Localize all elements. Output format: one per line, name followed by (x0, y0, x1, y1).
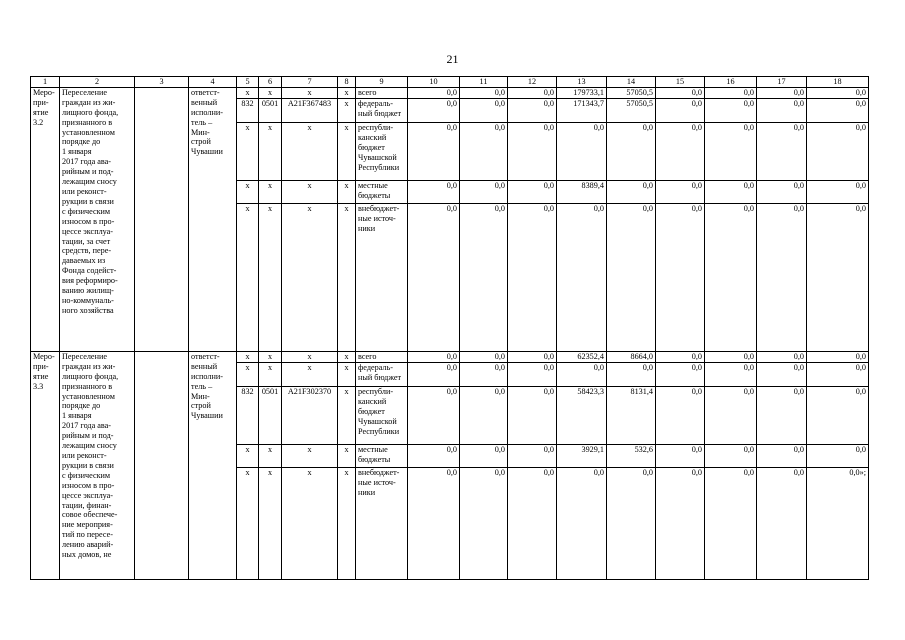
funding-source (356, 362, 408, 386)
amount-c14: 0,0 (607, 122, 656, 180)
amount-c17: 0,0 (757, 362, 807, 386)
text-line: внебюджет- (358, 467, 400, 477)
amount-c12: 0,0 (508, 444, 557, 467)
text-line: 2017 года ава- (62, 421, 112, 431)
text-line: рукции в связи (62, 460, 114, 470)
amount-c11: 0,0 (460, 87, 508, 98)
code-c7: x (282, 203, 338, 351)
code-c8: x (338, 98, 356, 122)
column-number: 1 (31, 77, 60, 88)
text-line: ятие (33, 371, 49, 381)
code-c5: x (237, 351, 259, 362)
text-line: ные источ- (358, 213, 396, 223)
amount-c13: 0,0 (557, 467, 607, 579)
text-line: всего (358, 351, 377, 361)
code-c7: x (282, 362, 338, 386)
amount-c16: 0,0 (705, 180, 757, 203)
amount-c13: 179733,1 (557, 87, 607, 98)
text-line: Чувашской (358, 416, 397, 426)
text-line: лежащим сносу (62, 177, 117, 187)
measure-description (60, 87, 135, 351)
code-c5: 832 (237, 98, 259, 122)
text-line: Мин- (191, 127, 210, 137)
text-line: венный (191, 97, 218, 107)
text-line: но-коммуналь- (62, 295, 114, 305)
amount-c17: 0,0 (757, 87, 807, 98)
text-line: бюджеты (358, 190, 391, 200)
code-c8: x (338, 180, 356, 203)
amount-c14: 0,0 (607, 362, 656, 386)
amount-c11: 0,0 (460, 98, 508, 122)
text-line: тации, за счет (62, 236, 111, 246)
funding-source (356, 351, 408, 362)
column-number: 14 (607, 77, 656, 88)
amount-c10: 0,0 (408, 386, 460, 444)
amount-c11: 0,0 (460, 203, 508, 351)
text-line: ный бюджет (358, 372, 402, 382)
code-c8: x (338, 386, 356, 444)
column-number: 6 (259, 77, 282, 88)
amount-c10: 0,0 (408, 122, 460, 180)
code-c7: A21F367483 (282, 98, 338, 122)
column-number: 16 (705, 77, 757, 88)
text-line: тий по пересе- (62, 530, 113, 540)
column-number: 11 (460, 77, 508, 88)
measure-description (60, 351, 135, 579)
code-c8: x (338, 444, 356, 467)
amount-c16: 0,0 (705, 122, 757, 180)
text-line: при- (33, 361, 49, 371)
amount-c11: 0,0 (460, 362, 508, 386)
amount-c17: 0,0 (757, 467, 807, 579)
text-line: ответст- (191, 351, 220, 361)
funding-source (356, 444, 408, 467)
page-number: 21 (446, 52, 459, 66)
text-line: ный бюджет (358, 108, 402, 118)
amount-c14: 8131,4 (607, 386, 656, 444)
amount-c17: 0,0 (757, 351, 807, 362)
code-c6: x (259, 444, 282, 467)
amount-c11: 0,0 (460, 180, 508, 203)
amount-c16: 0,0 (705, 362, 757, 386)
amount-c14: 532,6 (607, 444, 656, 467)
text-line: вия реформиро- (62, 276, 118, 286)
amount-c18: 0,0 (807, 362, 869, 386)
text-line: внебюджет- (358, 203, 400, 213)
text-line: исполни- (191, 371, 223, 381)
text-line: признанного в (62, 117, 113, 127)
amount-c13: 8389,4 (557, 180, 607, 203)
code-c6: x (259, 122, 282, 180)
text-line: тель – (191, 117, 213, 127)
code-c6: x (259, 87, 282, 98)
column-3-empty (135, 87, 189, 351)
column-number: 4 (189, 77, 237, 88)
funding-source (356, 467, 408, 579)
amount-c12: 0,0 (508, 122, 557, 180)
funding-source (356, 87, 408, 98)
text-line: ванию жилищ- (62, 286, 114, 296)
amount-c13: 58423,3 (557, 386, 607, 444)
amount-c10: 0,0 (408, 444, 460, 467)
column-number: 2 (60, 77, 135, 88)
amount-c18: 0,0 (807, 444, 869, 467)
measure-id (31, 87, 60, 351)
text-line: Республики (358, 426, 400, 436)
text-line: канский (358, 396, 387, 406)
code-c8: x (338, 467, 356, 579)
code-c6: x (259, 467, 282, 579)
code-c5: x (237, 203, 259, 351)
text-line: тель – (191, 381, 213, 391)
text-line: республи- (358, 122, 394, 132)
amount-c18: 0,0»; (807, 467, 869, 579)
amount-c12: 0,0 (508, 203, 557, 351)
funding-source (356, 203, 408, 351)
funding-source (356, 180, 408, 203)
text-line: местные (358, 180, 388, 190)
amount-c17: 0,0 (757, 386, 807, 444)
text-line: 2017 года ава- (62, 157, 112, 167)
funding-source (356, 122, 408, 180)
text-line: федераль- (358, 98, 393, 108)
amount-c18: 0,0 (807, 87, 869, 98)
text-line: ные источ- (358, 477, 396, 487)
text-line: всего (358, 87, 377, 97)
amount-c16: 0,0 (705, 98, 757, 122)
text-line: износом в про- (62, 480, 115, 490)
code-c7: x (282, 180, 338, 203)
amount-c15: 0,0 (656, 98, 705, 122)
amount-c15: 0,0 (656, 87, 705, 98)
text-line: 1 января (62, 411, 92, 421)
amount-c16: 0,0 (705, 203, 757, 351)
amount-c10: 0,0 (408, 351, 460, 362)
text-line: лищного фонда, (62, 107, 119, 117)
code-c8: x (338, 87, 356, 98)
text-line: рукции в связи (62, 196, 114, 206)
text-line: строй (191, 401, 211, 411)
code-c6: x (259, 351, 282, 362)
text-line: порядке до (62, 137, 101, 147)
amount-c17: 0,0 (757, 444, 807, 467)
column-number: 12 (508, 77, 557, 88)
measure-id (31, 351, 60, 579)
amount-c11: 0,0 (460, 351, 508, 362)
text-line: лищного фонда, (62, 371, 119, 381)
amount-c14: 0,0 (607, 467, 656, 579)
text-line: ного хозяйства (62, 305, 114, 315)
column-number: 15 (656, 77, 705, 88)
code-c6: x (259, 362, 282, 386)
text-line: Переселение (62, 351, 107, 361)
amount-c14: 57050,5 (607, 87, 656, 98)
amount-c16: 0,0 (705, 87, 757, 98)
code-c6: 0501 (259, 386, 282, 444)
code-c7: x (282, 351, 338, 362)
text-line: установленном (62, 127, 115, 137)
amount-c15: 0,0 (656, 180, 705, 203)
text-line: ние мероприя- (62, 520, 113, 530)
amount-c15: 0,0 (656, 122, 705, 180)
text-line: 3.3 (33, 381, 44, 391)
amount-c10: 0,0 (408, 87, 460, 98)
code-c5: x (237, 467, 259, 579)
text-line: Меро- (33, 87, 55, 97)
measure-executor (189, 351, 237, 579)
amount-c10: 0,0 (408, 467, 460, 579)
amount-c10: 0,0 (408, 362, 460, 386)
text-line: Чувашии (191, 147, 223, 157)
column-number: 18 (807, 77, 869, 88)
text-line: 1 января (62, 147, 92, 157)
amount-c18: 0,0 (807, 386, 869, 444)
amount-c13: 3929,1 (557, 444, 607, 467)
funding-source (356, 98, 408, 122)
text-line: Мин- (191, 391, 210, 401)
amount-c15: 0,0 (656, 386, 705, 444)
text-line: Чувашии (191, 411, 223, 421)
amount-c13: 171343,7 (557, 98, 607, 122)
text-line: тации, финан- (62, 500, 112, 510)
text-line: 3.2 (33, 117, 44, 127)
text-line: Чувашской (358, 152, 397, 162)
column-number: 13 (557, 77, 607, 88)
code-c7: x (282, 122, 338, 180)
text-line: средств, пере- (62, 246, 112, 256)
amount-c17: 0,0 (757, 98, 807, 122)
amount-c11: 0,0 (460, 467, 508, 579)
amount-c16: 0,0 (705, 386, 757, 444)
text-line: рийным и под- (62, 431, 114, 441)
table-row (31, 351, 869, 362)
text-line: граждан из жи- (62, 97, 116, 107)
text-line: ятие (33, 107, 49, 117)
text-line: ники (358, 487, 376, 497)
amount-c13: 62352,4 (557, 351, 607, 362)
amount-c10: 0,0 (408, 203, 460, 351)
text-line: с физическим (62, 470, 111, 480)
code-c5: x (237, 87, 259, 98)
code-c5: 832 (237, 386, 259, 444)
amount-c12: 0,0 (508, 98, 557, 122)
amount-c13: 0,0 (557, 362, 607, 386)
column-number: 3 (135, 77, 189, 88)
amount-c15: 0,0 (656, 203, 705, 351)
code-c5: x (237, 444, 259, 467)
column-3-empty (135, 351, 189, 579)
text-line: Переселение (62, 87, 107, 97)
code-c8: x (338, 362, 356, 386)
text-line: или реконст- (62, 450, 107, 460)
amount-c13: 0,0 (557, 203, 607, 351)
amount-c14: 57050,5 (607, 98, 656, 122)
text-line: лежащим сносу (62, 441, 117, 451)
text-line: бюджеты (358, 454, 391, 464)
text-line: федераль- (358, 362, 393, 372)
code-c8: x (338, 203, 356, 351)
text-line: граждан из жи- (62, 361, 116, 371)
text-line: исполни- (191, 107, 223, 117)
amount-c10: 0,0 (408, 180, 460, 203)
amount-c17: 0,0 (757, 180, 807, 203)
text-line: Фонда содейст- (62, 266, 117, 276)
amount-c18: 0,0 (807, 98, 869, 122)
amount-c11: 0,0 (460, 444, 508, 467)
column-number: 7 (282, 77, 338, 88)
text-line: Республики (358, 162, 400, 172)
text-line: порядке до (62, 401, 101, 411)
code-c7: x (282, 444, 338, 467)
amount-c15: 0,0 (656, 362, 705, 386)
column-number: 9 (356, 77, 408, 88)
code-c6: x (259, 180, 282, 203)
measure-executor (189, 87, 237, 351)
amount-c12: 0,0 (508, 386, 557, 444)
column-number: 10 (408, 77, 460, 88)
header-row (31, 77, 869, 88)
text-line: совое обеспече- (62, 510, 118, 520)
column-number: 5 (237, 77, 259, 88)
amount-c12: 0,0 (508, 87, 557, 98)
amount-c14: 8664,0 (607, 351, 656, 362)
text-line: республи- (358, 386, 394, 396)
amount-c10: 0,0 (408, 98, 460, 122)
amount-c12: 0,0 (508, 351, 557, 362)
amount-c13: 0,0 (557, 122, 607, 180)
budget-table (30, 76, 869, 580)
text-line: цессе эксплуа- (62, 490, 114, 500)
code-c8: x (338, 351, 356, 362)
text-line: даваемых из (62, 256, 106, 266)
amount-c12: 0,0 (508, 180, 557, 203)
code-c5: x (237, 362, 259, 386)
text-line: установленном (62, 391, 115, 401)
text-line: строй (191, 137, 211, 147)
text-line: или реконст- (62, 186, 107, 196)
table-row (31, 87, 869, 98)
code-c5: x (237, 122, 259, 180)
amount-c14: 0,0 (607, 203, 656, 351)
text-line: с физическим (62, 206, 111, 216)
text-line: Меро- (33, 351, 55, 361)
amount-c17: 0,0 (757, 122, 807, 180)
text-line: при- (33, 97, 49, 107)
amount-c11: 0,0 (460, 122, 508, 180)
text-line: бюджет (358, 142, 385, 152)
amount-c15: 0,0 (656, 467, 705, 579)
text-line: ответст- (191, 87, 220, 97)
text-line: венный (191, 361, 218, 371)
amount-c15: 0,0 (656, 444, 705, 467)
amount-c18: 0,0 (807, 122, 869, 180)
text-line: износом в про- (62, 216, 115, 226)
text-line: бюджет (358, 406, 385, 416)
column-number: 17 (757, 77, 807, 88)
text-line: ных домов, не (62, 550, 112, 560)
amount-c14: 0,0 (607, 180, 656, 203)
amount-c12: 0,0 (508, 467, 557, 579)
text-line: ники (358, 223, 376, 233)
amount-c18: 0,0 (807, 180, 869, 203)
code-c7: x (282, 467, 338, 579)
column-number: 8 (338, 77, 356, 88)
code-c7: x (282, 87, 338, 98)
text-line: цессе эксплуа- (62, 226, 114, 236)
amount-c11: 0,0 (460, 386, 508, 444)
text-line: местные (358, 444, 388, 454)
text-line: канский (358, 132, 387, 142)
code-c7: A21F302370 (282, 386, 338, 444)
amount-c18: 0,0 (807, 203, 869, 351)
funding-source (356, 386, 408, 444)
text-line: рийным и под- (62, 167, 114, 177)
amount-c16: 0,0 (705, 444, 757, 467)
code-c8: x (338, 122, 356, 180)
amount-c16: 0,0 (705, 467, 757, 579)
amount-c12: 0,0 (508, 362, 557, 386)
amount-c15: 0,0 (656, 351, 705, 362)
code-c6: x (259, 203, 282, 351)
text-line: лению аварий- (62, 540, 114, 550)
amount-c16: 0,0 (705, 351, 757, 362)
code-c5: x (237, 180, 259, 203)
amount-c17: 0,0 (757, 203, 807, 351)
code-c6: 0501 (259, 98, 282, 122)
amount-c18: 0,0 (807, 351, 869, 362)
text-line: признанного в (62, 381, 113, 391)
